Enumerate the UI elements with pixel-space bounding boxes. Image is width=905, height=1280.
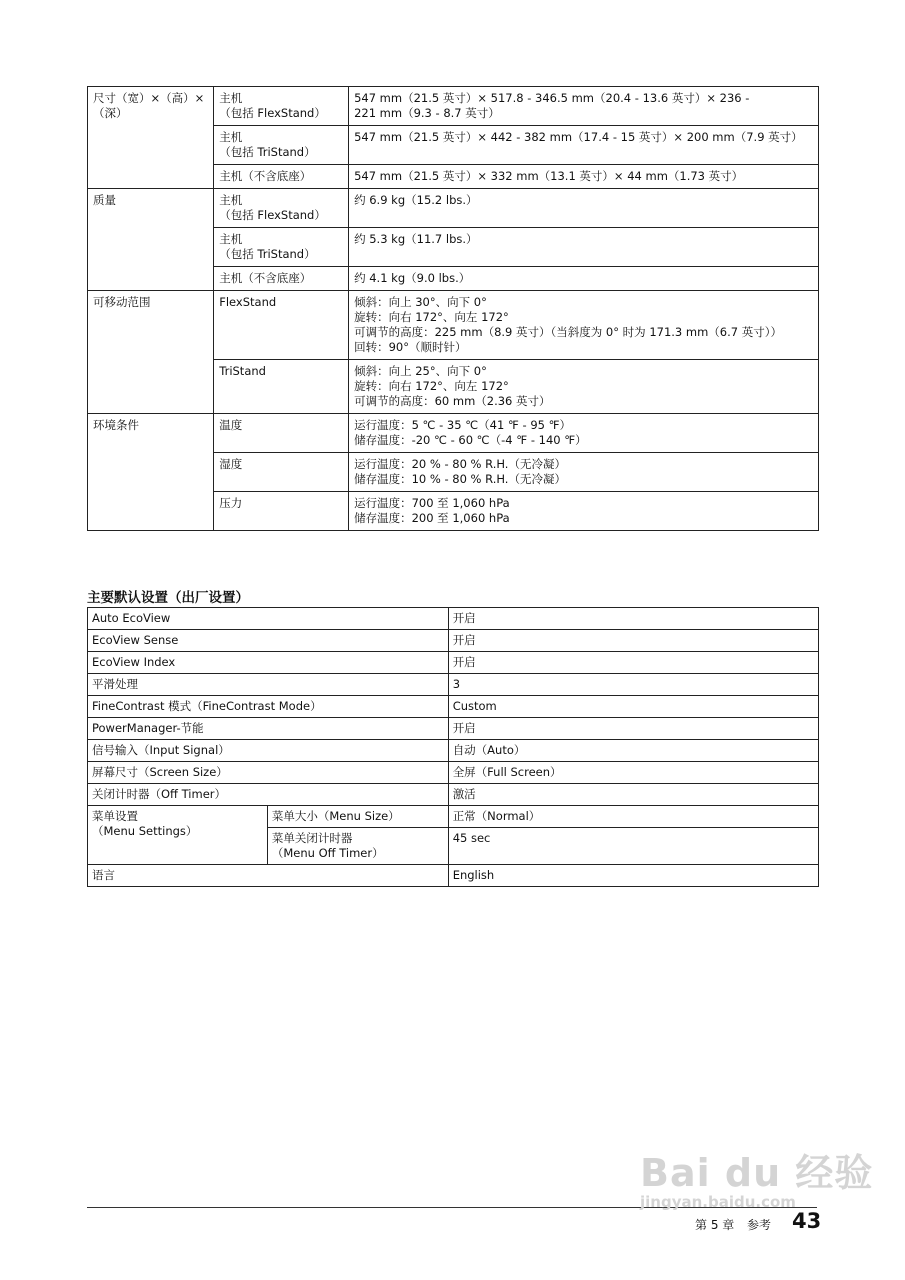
value-cell: 开启 — [448, 718, 818, 740]
footer-section: 参考 — [747, 1218, 772, 1232]
value-cell: 倾斜：向上 25°、向下 0° 旋转：向右 172°、向左 172° 可调节的高度：60 mm（2.36 英寸） — [349, 360, 819, 414]
table-row — [88, 608, 819, 630]
value-cell: 约 6.9 kg（15.2 lbs.） — [349, 189, 819, 228]
table-row — [88, 291, 819, 360]
menu-size-value: 正常（Normal） — [448, 806, 818, 828]
model-cell: 主机 （包括 FlexStand） — [214, 87, 349, 126]
value-cell: 约 5.3 kg（11.7 lbs.） — [349, 228, 819, 267]
table-row — [88, 806, 819, 828]
setting-cell: 屏幕尺寸（Screen Size） — [88, 762, 449, 784]
setting-cell: FineContrast 模式（FineContrast Mode） — [88, 696, 449, 718]
defaults-section-title: 主要默认设置（出厂设置） — [87, 590, 249, 606]
value-cell: 547 mm（21.5 英寸）× 442 - 382 mm（17.4 - 15 英寸）× 200 mm（7.9 英寸） — [349, 126, 819, 165]
value-cell: 全屏（Full Screen） — [448, 762, 818, 784]
value-cell: 约 4.1 kg（9.0 lbs.） — [349, 267, 819, 291]
model-cell: 温度 — [214, 414, 349, 453]
menu-size-label: 菜单大小（Menu Size） — [267, 806, 448, 828]
weight-label: 质量 — [88, 189, 214, 291]
value-cell: 开启 — [448, 652, 818, 674]
value-cell: 开启 — [448, 608, 818, 630]
page-number: 43 — [792, 1209, 822, 1233]
model-cell: 湿度 — [214, 453, 349, 492]
menu-off-timer-value: 45 sec — [448, 828, 818, 865]
value-cell: 547 mm（21.5 英寸）× 517.8 - 346.5 mm（20.4 - 13.6 英寸）× 236 - 221 mm（9.3 - 8.7 英寸） — [349, 87, 819, 126]
setting-cell: 平滑处理 — [88, 674, 449, 696]
menu-settings-label: 菜单设置 （Menu Settings） — [88, 806, 268, 865]
setting-cell: EcoView Index — [88, 652, 449, 674]
setting-cell: PowerManager-节能 — [88, 718, 449, 740]
value-cell: 3 — [448, 674, 818, 696]
model-cell: 主机 （包括 TriStand） — [214, 126, 349, 165]
menu-off-timer-label: 菜单关闭计时器 （Menu Off Timer） — [267, 828, 448, 865]
setting-cell: 信号输入（Input Signal） — [88, 740, 449, 762]
watermark-sub: jingyan.baidu.com — [640, 1193, 796, 1211]
movable-range-label: 可移动范围 — [88, 291, 214, 414]
model-cell: TriStand — [214, 360, 349, 414]
value-cell: 547 mm（21.5 英寸）× 332 mm（13.1 英寸）× 44 mm（1.73 英寸） — [349, 165, 819, 189]
footer-chapter: 第 5 章 — [695, 1218, 735, 1232]
setting-cell: EcoView Sense — [88, 630, 449, 652]
value-cell: 运行温度：700 至 1,060 hPa 储存温度：200 至 1,060 hPa — [349, 492, 819, 531]
model-cell: 压力 — [214, 492, 349, 531]
value-cell: 自动（Auto） — [448, 740, 818, 762]
table-row — [88, 784, 819, 806]
model-cell: 主机 （包括 TriStand） — [214, 228, 349, 267]
table-row — [88, 189, 819, 228]
table-row — [88, 696, 819, 718]
watermark-logo — [640, 1142, 873, 1211]
table-row — [88, 414, 819, 453]
model-cell: 主机（不含底座） — [214, 165, 349, 189]
default-settings-table — [87, 607, 819, 887]
language-value: English — [448, 865, 818, 887]
watermark-main: Bai du 经验 — [640, 1151, 874, 1195]
value-cell: 倾斜：向上 30°、向下 0° 旋转：向右 172°、向左 172° 可调节的高度：225 mm（8.9 英寸）（当斜度为 0° 时为 171.3 mm（6.7 英寸）） 回转：90°（顺时针） — [349, 291, 819, 360]
value-cell: 运行温度：5 ℃ - 35 ℃（41 ℉ - 95 ℉） 储存温度：-20 ℃ - 60 ℃（-4 ℉ - 140 ℉） — [349, 414, 819, 453]
table-row — [88, 865, 819, 887]
table-row — [88, 630, 819, 652]
table-row — [88, 674, 819, 696]
setting-cell: 关闭计时器（Off Timer） — [88, 784, 449, 806]
model-cell: 主机 （包括 FlexStand） — [214, 189, 349, 228]
model-cell: 主机（不含底座） — [214, 267, 349, 291]
value-cell: 激活 — [448, 784, 818, 806]
value-cell: 开启 — [448, 630, 818, 652]
table-row — [88, 762, 819, 784]
table-row — [88, 652, 819, 674]
environment-label: 环境条件 — [88, 414, 214, 531]
value-cell: 运行温度：20 % - 80 % R.H.（无冷凝） 储存温度：10 % - 80 % R.H.（无冷凝） — [349, 453, 819, 492]
language-label: 语言 — [88, 865, 449, 887]
dimensions-label: 尺寸（宽）×（高）×（深） — [88, 87, 214, 189]
table-row — [88, 87, 819, 126]
specifications-table — [87, 86, 819, 531]
table-row — [88, 740, 819, 762]
table-row — [88, 718, 819, 740]
model-cell: FlexStand — [214, 291, 349, 360]
value-cell: Custom — [448, 696, 818, 718]
setting-cell: Auto EcoView — [88, 608, 449, 630]
